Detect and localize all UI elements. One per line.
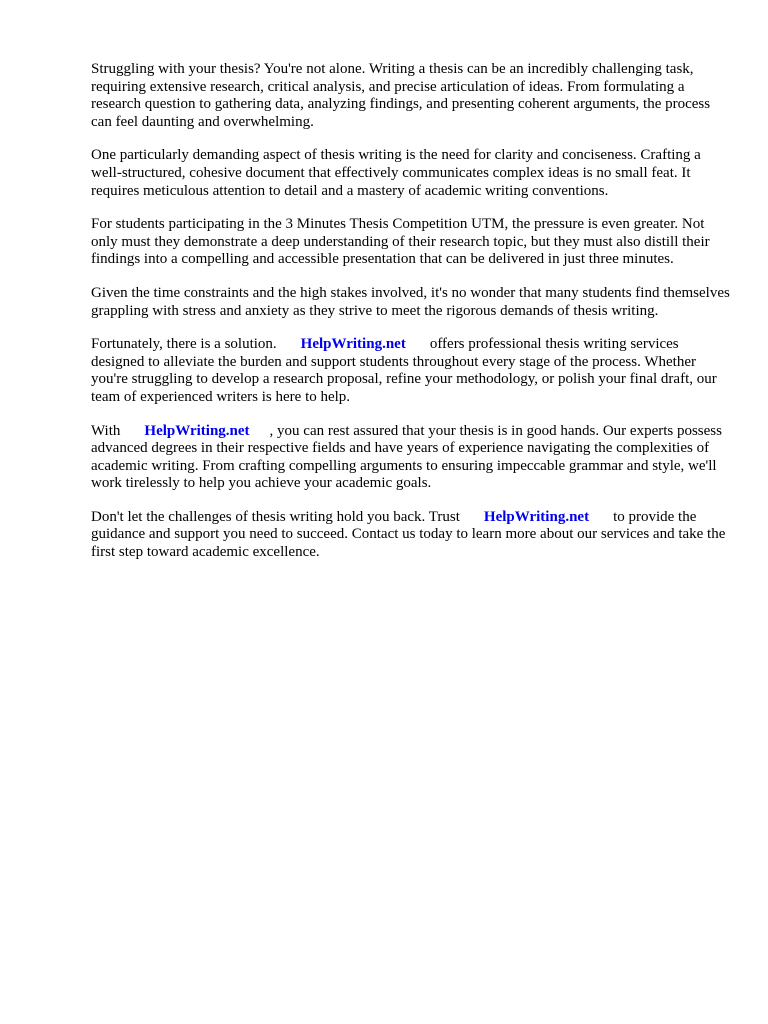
helpwriting-link-2[interactable]: HelpWriting.net <box>144 422 250 439</box>
paragraph-stress: Given the time constraints and the high stakes involved, it's no wonder that many students find themselves grappling with stress and anxiety as they strive to meet the rigorous demands of thesis writing. <box>91 284 730 319</box>
helpwriting-link-3[interactable]: HelpWriting.net <box>483 508 590 525</box>
helpwriting-link-1[interactable]: HelpWriting.net <box>300 336 406 353</box>
paragraph-solution <box>91 336 731 406</box>
paragraph-competition: For students participating in the 3 Minutes Thesis Competition UTM, the pressure is even greater. Not only must they demonstrate a deep understanding of their research topic, but they must also distill their findings into a compelling and accessible presentation that can be delivered in just three minutes. <box>91 216 710 268</box>
cta-text-before: Don't let the challenges of thesis writing hold you back. Trust <box>91 508 460 525</box>
cta-text-after: to provide the guidance and support you need to succeed. Contact us today to learn more about our services and take the first step toward academic excellence. <box>91 508 726 561</box>
paragraph-intro: Struggling with your thesis? You're not alone. Writing a thesis can be an incredibly challenging task, requiring extensive research, critical analysis, and precise articulation of ideas. From formulating a research question to gathering data, analyzing findings, and presenting coherent arguments, the process can feel daunting and overwhelming. <box>91 61 711 130</box>
paragraph-experts <box>91 423 731 493</box>
paragraph-call-to-action <box>91 509 731 562</box>
solution-text-before: Fortunately, there is a solution. <box>91 336 277 353</box>
paragraph-clarity: One particularly demanding aspect of thesis writing is the need for clarity and conciseness. Crafting a well-structured, cohesive document that effectively communicates complex ideas is no small feat. It requires meticulous attention to detail and a mastery of academic writing conventions. <box>91 147 701 199</box>
document-body <box>91 61 731 578</box>
solution-text-after: offers professional thesis writing services designed to alleviate the burden and support students throughout every stage of the process. Whether you're struggling to develop a research proposal, refine your methodology, or polish your final draft, our team of experienced writers is here to help. <box>91 336 717 405</box>
experts-text-before: With <box>91 422 121 439</box>
experts-text-after: , you can rest assured that your thesis is in good hands. Our experts possess advanced degrees in their respective fields and have years of experience navigating the complexities of academic writing. From crafting compelling arguments to ensuring impeccable grammar and style, we'll work tirelessly to help you achieve your academic goals. <box>91 422 722 492</box>
